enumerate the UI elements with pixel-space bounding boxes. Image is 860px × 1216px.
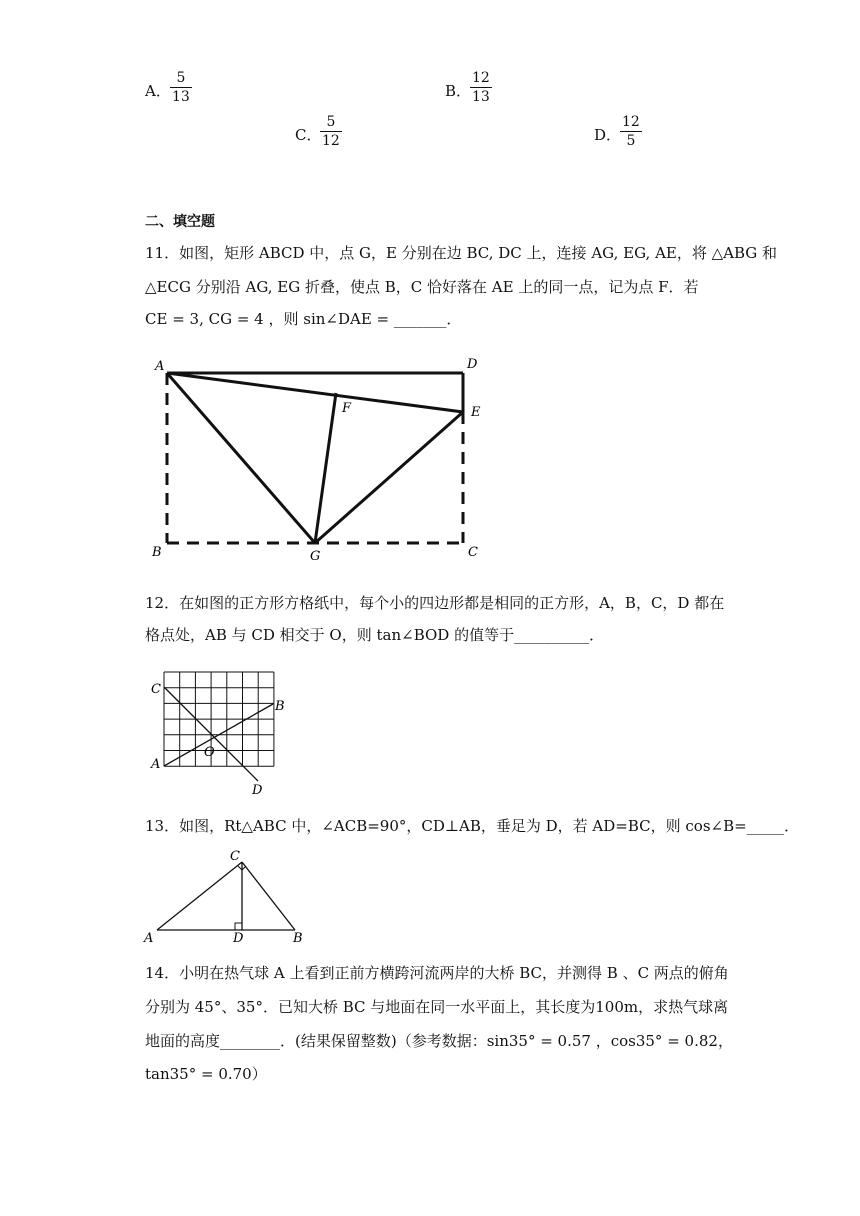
q14-line-3: 地面的高度________．(结果保留整数)（参考数据：sin35° = 0.57 ，cos35° = 0.82，: [145, 1032, 733, 1050]
q11-line-1: 11．如图，矩形 ABCD 中，点 G，E 分别在边 BC, DC 上，连接 AG, EG, AE，将 △ABG 和: [145, 244, 778, 262]
q14-line-2: 分别为 45°、35°．已知大桥 BC 与地面在同一水平面上，其长度为100m，求热气球离: [145, 998, 729, 1016]
option-c-fraction: [320, 114, 342, 149]
q14-line-1: 14．小明在热气球 A 上看到正前方横跨河流两岸的大桥 BC，并测得 B 、C 两点的俯角: [145, 964, 729, 982]
q12-line-2: 格点处，AB 与 CD 相交于 O，则 tan∠BOD 的值等于__________．: [145, 626, 605, 644]
option-b-label: B．: [445, 82, 472, 100]
q12-line-1: 12．在如图的正方形方格纸中，每个小的四边形都是相同的正方形，A，B，C，D 都在: [145, 594, 725, 612]
q11-line-2: △ECG 分别沿 AG, EG 折叠，使点 B，C 恰好落在 AE 上的同一点，记为点 F．若: [145, 278, 699, 296]
q11-segment-fg: [315, 393, 336, 543]
option-c-denominator: 12: [322, 133, 340, 149]
q12-grid-figure: [145, 668, 295, 798]
q13-figure: [140, 846, 310, 946]
q13-label-a: A: [144, 931, 154, 946]
q11-label-a: A: [155, 359, 165, 374]
option-b-fraction: [470, 70, 492, 105]
q11-segment-ae: [167, 373, 463, 412]
q11-label-c: C: [468, 545, 478, 560]
q13-line-1: 13．如图，Rt△ABC 中，∠ACB=90°，CD⊥AB，垂足为 D，若 AD=BC，则 cos∠B=_____．: [145, 817, 800, 835]
q14-line-4: tan35° = 0.70）: [145, 1065, 267, 1083]
option-d-fraction: [620, 114, 642, 149]
option-b-numerator: 12: [472, 70, 490, 86]
q11-label-d: D: [467, 357, 478, 372]
q13-label-c: C: [230, 849, 240, 864]
option-a-numerator: 5: [176, 70, 186, 86]
q11-label-e: E: [471, 405, 481, 420]
q11-segment-eg: [315, 412, 463, 543]
q13-label-b: B: [293, 931, 303, 946]
q11-figure: [140, 352, 485, 564]
option-a-denominator: 13: [172, 89, 190, 105]
q11-label-b: B: [152, 545, 162, 560]
option-c-label: C．: [295, 126, 322, 144]
option-d-denominator: 5: [626, 133, 636, 149]
q11-line-3: CE = 3, CG = 4 ，则 sin∠DAE = _______．: [145, 310, 462, 328]
option-a-label: A．: [145, 82, 171, 100]
q12-label-b: B: [275, 699, 285, 714]
option-b-denominator: 13: [472, 89, 490, 105]
q12-label-d: D: [252, 783, 263, 798]
section-title: 二、填空题: [145, 214, 215, 230]
q12-label-o: O: [204, 745, 215, 760]
q11-segment-ag: [167, 373, 315, 543]
option-d-numerator: 12: [622, 114, 640, 130]
q12-label-c: C: [151, 682, 161, 697]
q12-label-a: A: [151, 757, 161, 772]
option-d-label: D．: [594, 126, 622, 144]
option-c-numerator: 5: [326, 114, 336, 130]
q13-label-d: D: [233, 931, 244, 946]
q13-segment-ac: [157, 862, 242, 930]
q12-grid: [164, 672, 274, 766]
q11-label-f: F: [342, 401, 352, 416]
q13-right-angle-d: [235, 923, 242, 930]
q11-label-g: G: [310, 549, 321, 564]
q13-segment-bc: [242, 862, 295, 930]
option-a-fraction: [170, 70, 192, 105]
